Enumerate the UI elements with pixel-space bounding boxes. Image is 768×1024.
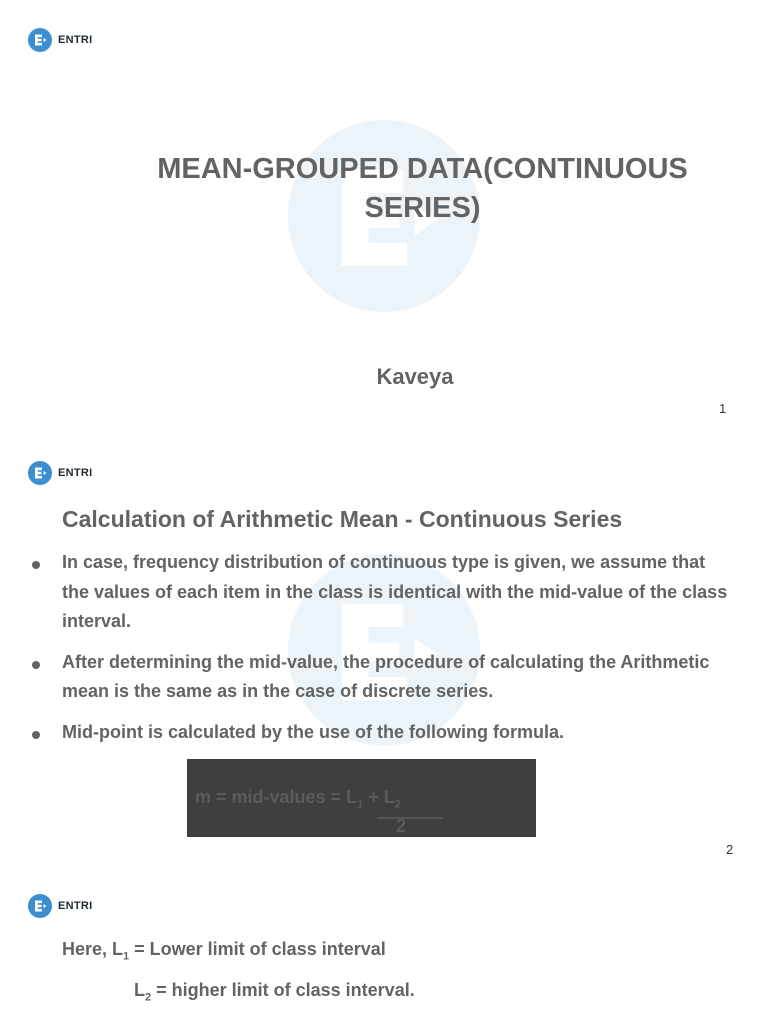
bullet-text: After determining the mid-value, the procedure of calculating the Arithmetic mean is the same as in the case of discrete series.	[62, 651, 710, 701]
bullet-dot-icon	[32, 561, 40, 569]
brand-name: ENTRI	[58, 900, 93, 912]
bullet-list	[28, 548, 728, 758]
bullet-dot-icon	[32, 661, 40, 669]
author-name: Kaveya	[376, 364, 454, 389]
entri-logo	[28, 28, 93, 52]
list-item	[28, 718, 728, 748]
bullet-dot-icon	[32, 731, 40, 739]
definition-lower-limit: Here, $L_1$ = Lower limit of class interval	[62, 939, 386, 963]
page-number: 2	[726, 842, 734, 857]
list-item	[28, 548, 728, 637]
brand-name: ENTRI	[58, 467, 93, 479]
page-number: 1	[719, 401, 727, 416]
formula-box	[187, 759, 536, 837]
slide-2	[0, 432, 768, 864]
entri-logo-icon	[28, 461, 52, 485]
slide-1	[0, 0, 768, 432]
fraction-bar	[377, 817, 443, 819]
entri-logo-icon	[28, 28, 52, 52]
entri-logo	[28, 461, 93, 485]
bullet-text: In case, frequency distribution of continuous type is given, we assume that the values of each item in the class is identical with the mid-value of the class interval.	[62, 552, 728, 631]
list-item	[28, 648, 728, 707]
entri-logo	[28, 894, 93, 918]
bullet-text: Mid-point is calculated by the use of the following formula.	[62, 721, 565, 742]
brand-name: ENTRI	[58, 34, 93, 46]
formula-denominator: 2	[396, 816, 407, 836]
formula-expression: m = mid-values = $L_1 + L_2$	[195, 787, 401, 811]
definition-higher-limit: $L_2$ = higher limit of class interval.	[134, 980, 415, 1004]
slide-3	[0, 864, 768, 1024]
entri-logo-icon	[28, 894, 52, 918]
slide-heading: Calculation of Arithmetic Mean - Continuous Series	[62, 506, 623, 532]
slide-title: MEAN-GROUPED DATA(CONTINUOUS SERIES)	[157, 153, 688, 224]
